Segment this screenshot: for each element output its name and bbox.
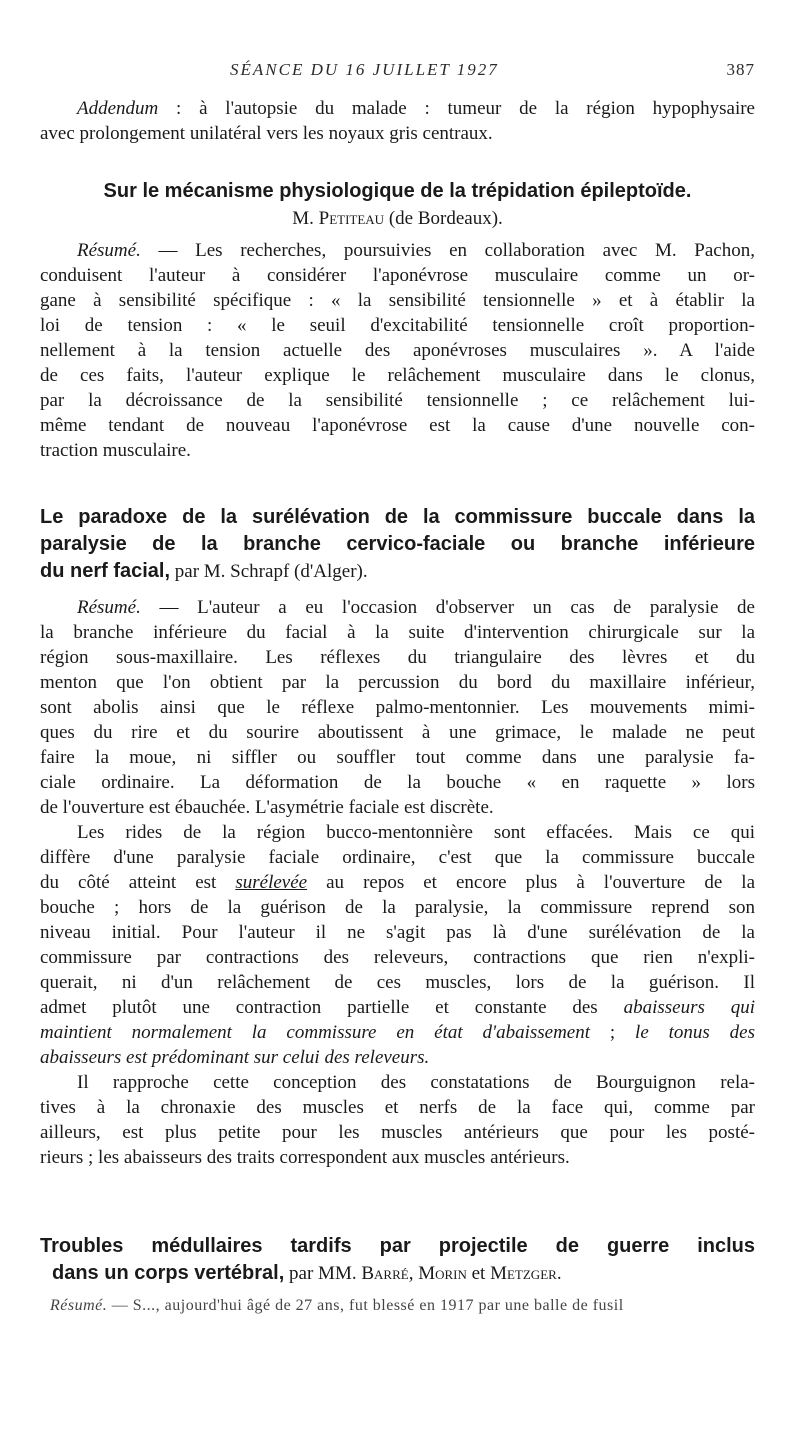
article-3-heading <box>40 1233 755 1287</box>
resume-line: de l'ouverture est ébauchée. L'asymétrie faciale est discrète. <box>40 797 494 818</box>
resume-line: Résumé. — L'auteur a eu l'occasion d'observer un cas de paralysie de <box>77 597 755 618</box>
paragraph-line: maintient normalement la commissure en état d'abaissement ; le tonus des <box>40 1022 755 1043</box>
addendum-line: Addendum : à l'autopsie du malade : tumeur de la région hypophysaire <box>77 98 755 119</box>
addendum-label: Addendum <box>77 98 159 119</box>
resume-line: même tendant de nouveau l'aponévrose est la cause d'une nouvelle con- <box>40 415 755 436</box>
resume-line: ques du rire et du sourire aboutissent à une grimace, le malade ne peut <box>40 722 755 743</box>
resume-line: Résumé. — S..., aujourd'hui âgé de 27 ans, fut blessé en 1917 par une balle de fusil <box>50 1297 624 1314</box>
paragraph-line: diffère d'une paralysie faciale ordinaire, c'est que la commissure buccale <box>40 847 755 868</box>
paragraph-line: admet plutôt une contraction partielle et constante des abaisseurs qui <box>40 997 755 1018</box>
paragraph-line: rieurs ; les abaisseurs des traits correspondent aux muscles antérieurs. <box>40 1147 570 1168</box>
paragraph-line: niveau initial. Pour l'auteur il ne s'agit pas là d'une surélévation de la <box>40 922 755 943</box>
emphasis: abaisseurs qui <box>623 997 755 1018</box>
emphasis: le tonus des <box>635 1022 755 1043</box>
article-2-heading <box>40 504 755 585</box>
article-2-title-line: Le paradoxe de la surélévation de la commissure buccale dans la <box>40 506 755 528</box>
resume-line: la branche inférieure du facial à la suite d'intervention chirurgicale sur la <box>40 622 755 643</box>
resume-label: Résumé. <box>77 597 141 618</box>
article-3-title-line: Troubles médullaires tardifs par projectile de guerre inclus <box>40 1235 755 1257</box>
paragraph-line: tives à la chronaxie des muscles et nerfs de la face qui, comme par <box>40 1097 755 1118</box>
paragraph-line: commissure par contractions des releveurs, contractions que rien n'expli- <box>40 947 755 968</box>
paragraph-line: ailleurs, est plus petite pour les muscles antérieurs que pour les posté- <box>40 1122 755 1143</box>
resume-line: Résumé. — Les recherches, poursuivies en collaboration avec M. Pachon, <box>77 240 755 261</box>
resume-line: ciale ordinaire. La déformation de la bouche « en raquette » lors <box>40 772 755 793</box>
paragraph-line: Il rapproche cette conception des constatations de Bourguignon rela- <box>77 1072 755 1093</box>
resume-label: Résumé. <box>50 1297 108 1314</box>
article-3-authors: par MM. Barré, Morin et Metzger. <box>284 1263 562 1284</box>
resume-line: faire la moue, ni siffler ou souffler tout comme dans une paralysie fa- <box>40 747 755 768</box>
article-2-resume <box>40 595 755 1170</box>
article-3-resume <box>40 1296 755 1316</box>
article-2-title-line: paralysie de la branche cervico-faciale ou branche inférieure <box>40 533 755 555</box>
paragraph-line: abaisseurs est prédominant sur celui des releveurs. <box>40 1047 430 1068</box>
resume-line: gane à sensibilité spécifique : « la sensibilité tensionnelle » et à établir la <box>40 290 755 311</box>
article-2-author: par M. Schrapf (d'Alger). <box>170 561 368 582</box>
resume-line: nellement à la tension actuelle des aponévroses musculaires ». A l'aide <box>40 340 755 361</box>
resume-line: menton que l'on obtient par la percussion du bord du maxillaire inférieur, <box>40 672 755 693</box>
article-1-heading <box>40 178 755 232</box>
article-1-author: M. Petiteau (de Bordeaux). <box>292 208 503 229</box>
resume-line: loi de tension : « le seuil d'excitabilité tensionnelle croît proportion- <box>40 315 755 336</box>
addendum <box>40 96 755 146</box>
article-1-resume <box>40 238 755 463</box>
resume-label: Résumé. <box>77 240 141 261</box>
resume-line: région sous-maxillaire. Les réflexes du triangulaire des lèvres et du <box>40 647 755 668</box>
paragraph-line: Les rides de la région bucco-mentonnière sont effacées. Mais ce qui <box>77 822 755 843</box>
paragraph-line: bouche ; hors de la guérison de la paralysie, la commissure reprend son <box>40 897 755 918</box>
article-3-title-line: dans un corps vertébral, par MM. Barré, Morin et Metzger. <box>52 1262 562 1284</box>
paragraph-line: du côté atteint est surélevée au repos et encore plus à l'ouverture de la <box>40 872 755 893</box>
resume-line: conduisent l'auteur à considérer l'aponévrose musculaire comme un or- <box>40 265 755 286</box>
resume-line: par la décroissance de la sensibilité tensionnelle ; ce relâchement lui- <box>40 390 755 411</box>
article-1-title: Sur le mécanisme physiologique de la trépidation épileptoïde. <box>103 180 692 202</box>
addendum-line: avec prolongement unilatéral vers les noyaux gris centraux. <box>40 123 493 144</box>
running-head-title: SÉANCE DU 16 JUILLET 1927 <box>230 60 499 79</box>
resume-line: traction musculaire. <box>40 440 191 461</box>
emphasis: surélevée <box>235 872 308 893</box>
running-head <box>40 60 755 84</box>
resume-line: sont abolis ainsi que le réflexe palmo-mentonnier. Les mouvements mimi- <box>40 697 755 718</box>
page-number: 387 <box>726 60 755 79</box>
resume-line: de ces faits, l'auteur explique le relâchement musculaire dans le clonus, <box>40 365 755 386</box>
paragraph-line: querait, ni d'un relâchement de ces muscles, lors de la guérison. Il <box>40 972 755 993</box>
article-2-title-line: du nerf facial, par M. Schrapf (d'Alger). <box>40 560 368 582</box>
